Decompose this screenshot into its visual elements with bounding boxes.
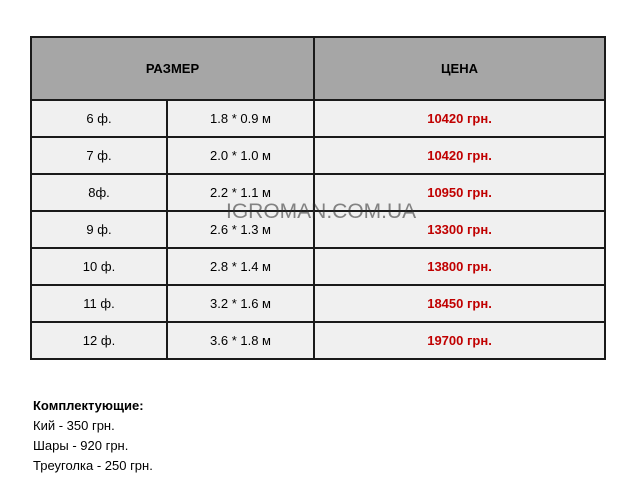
price-cell: 19700 грн. <box>314 322 605 359</box>
size-feet-cell: 6 ф. <box>31 100 167 137</box>
watermark: IGROMAN.COM.UA <box>226 200 417 223</box>
accessories-title: Комплектующие: <box>33 398 144 413</box>
price-table <box>30 36 606 360</box>
price-header: ЦЕНА <box>314 37 605 100</box>
table-row <box>31 137 605 174</box>
price-cell: 10420 грн. <box>314 137 605 174</box>
dimensions-cell: 1.8 * 0.9 м <box>167 100 314 137</box>
size-feet-cell: 8ф. <box>31 174 167 211</box>
dimensions-cell: 3.6 * 1.8 м <box>167 322 314 359</box>
header-row <box>31 37 605 100</box>
table-row <box>31 285 605 322</box>
accessories-list <box>33 396 153 476</box>
dimensions-cell: 2.8 * 1.4 м <box>167 248 314 285</box>
dimensions-cell: 3.2 * 1.6 м <box>167 285 314 322</box>
table-row <box>31 248 605 285</box>
table-row <box>31 100 605 137</box>
accessory-item: Кий - 350 грн. <box>33 418 115 433</box>
table-row <box>31 322 605 359</box>
size-feet-cell: 9 ф. <box>31 211 167 248</box>
accessory-item: Шары - 920 грн. <box>33 438 129 453</box>
dimensions-cell: 2.2 * 1.1 м <box>167 174 314 211</box>
price-cell: 10420 грн. <box>314 100 605 137</box>
price-cell: 13300 грн. <box>314 211 605 248</box>
size-feet-cell: 10 ф. <box>31 248 167 285</box>
price-cell: 10950 грн. <box>314 174 605 211</box>
size-feet-cell: 7 ф. <box>31 137 167 174</box>
accessory-item: Треуголка - 250 грн. <box>33 458 153 473</box>
price-cell: 18450 грн. <box>314 285 605 322</box>
size-feet-cell: 11 ф. <box>31 285 167 322</box>
price-cell: 13800 грн. <box>314 248 605 285</box>
size-feet-cell: 12 ф. <box>31 322 167 359</box>
size-header: РАЗМЕР <box>31 37 314 100</box>
dimensions-cell: 2.6 * 1.3 м <box>167 211 314 248</box>
dimensions-cell: 2.0 * 1.0 м <box>167 137 314 174</box>
